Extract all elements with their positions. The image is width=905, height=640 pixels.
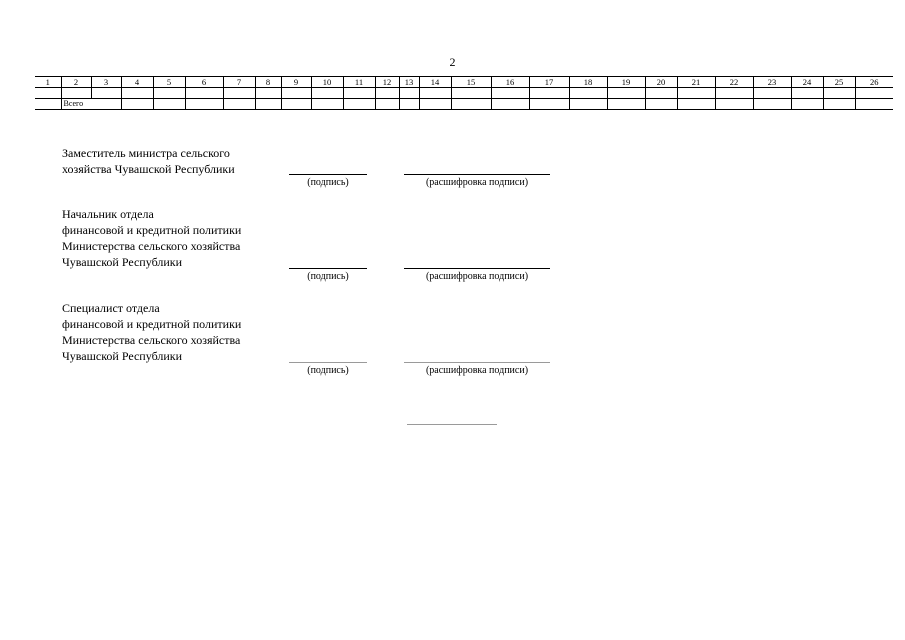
signature-caption: (подпись) <box>307 271 349 282</box>
total-label: Всего <box>61 99 121 110</box>
signature-title-specialist: Специалист отдела финансовой и кредитной политики Министерства сельского хозяйства Чувашской Республики <box>62 301 242 363</box>
decode-caption: (расшифровка подписи) <box>425 271 529 282</box>
column-header: 20 <box>645 77 677 88</box>
decode-caption: (расшифровка подписи) <box>425 365 529 376</box>
table-header-row <box>35 77 893 88</box>
page-number: 2 <box>449 55 456 69</box>
signature-caption: (подпись) <box>307 365 349 376</box>
signature-title-deputy-minister: Заместитель министра сельского хозяйства Чувашской Республики <box>62 146 235 176</box>
decode-caption: (расшифровка подписи) <box>425 177 529 188</box>
column-header: 6 <box>185 77 223 88</box>
column-header: 23 <box>753 77 791 88</box>
signature-title-department-head: Начальник отдела финансовой и кредитной политики Министерства сельского хозяйства Чувашской Республики <box>62 207 242 269</box>
column-header: 24 <box>791 77 823 88</box>
signature-line <box>289 362 367 363</box>
column-header: 1 <box>35 77 61 88</box>
column-header: 19 <box>607 77 645 88</box>
signature-line <box>289 268 367 269</box>
table-row <box>35 88 893 99</box>
column-header: 17 <box>529 77 569 88</box>
column-header: 14 <box>419 77 451 88</box>
column-header: 9 <box>281 77 311 88</box>
signature-caption: (подпись) <box>307 177 349 188</box>
column-header: 15 <box>451 77 491 88</box>
signature-line <box>289 174 367 175</box>
decode-line <box>404 362 550 363</box>
column-header: 16 <box>491 77 529 88</box>
table-total-row <box>35 99 893 110</box>
column-header: 8 <box>255 77 281 88</box>
data-table <box>35 76 893 110</box>
column-header: 22 <box>715 77 753 88</box>
end-of-document-line <box>407 424 497 425</box>
column-header: 12 <box>375 77 399 88</box>
column-header: 13 <box>399 77 419 88</box>
column-header: 3 <box>91 77 121 88</box>
column-header: 10 <box>311 77 343 88</box>
column-header: 18 <box>569 77 607 88</box>
column-header: 25 <box>823 77 855 88</box>
column-header: 21 <box>677 77 715 88</box>
column-header: 2 <box>61 77 91 88</box>
column-header: 4 <box>121 77 153 88</box>
column-header: 5 <box>153 77 185 88</box>
decode-line <box>404 174 550 175</box>
decode-line <box>404 268 550 269</box>
column-header: 7 <box>223 77 255 88</box>
column-header: 11 <box>343 77 375 88</box>
column-header: 26 <box>855 77 893 88</box>
